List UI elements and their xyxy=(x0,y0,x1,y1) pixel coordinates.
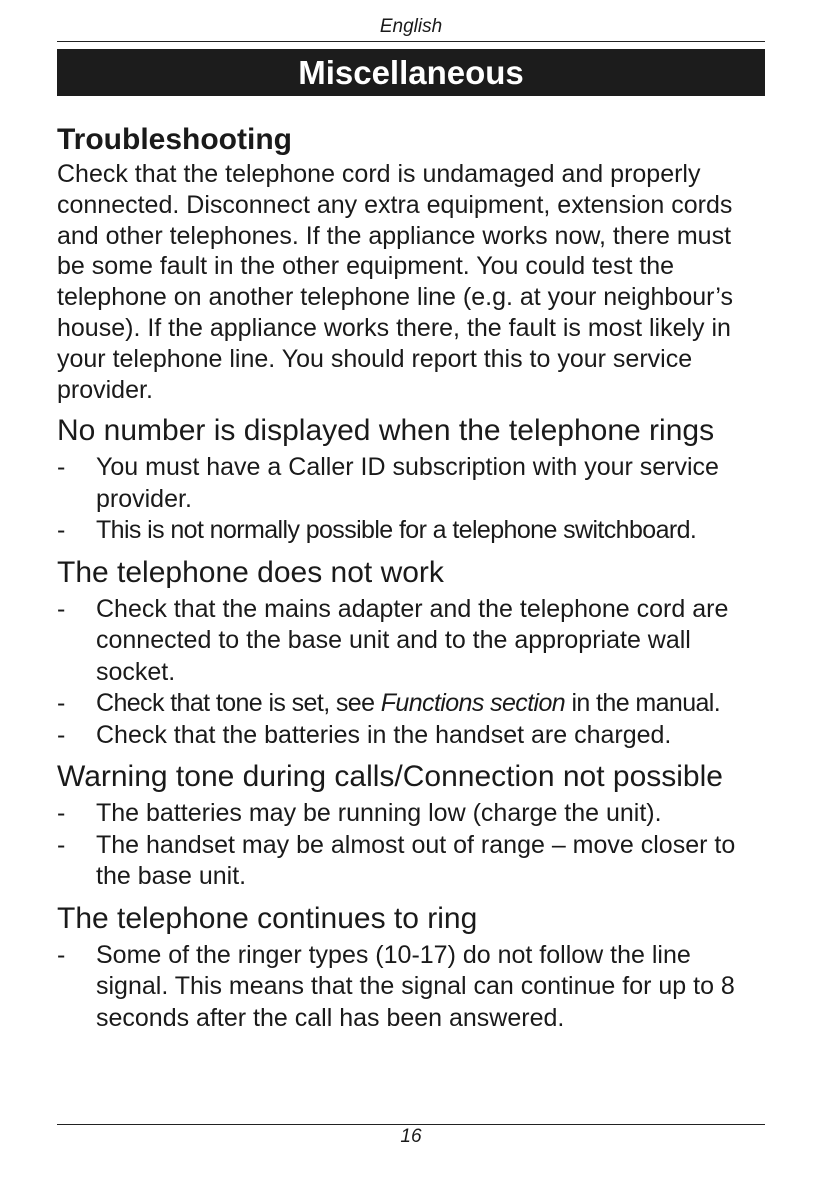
list-not-work xyxy=(57,594,765,752)
bullet-dash: - xyxy=(57,594,66,623)
footer-rule xyxy=(57,1124,765,1125)
language-label: English xyxy=(379,16,443,37)
bullet-dash: - xyxy=(57,940,66,969)
functions-section-reference: Functions section xyxy=(380,689,566,718)
list-item: - This is not normally possible for a telephone switchboard. xyxy=(57,515,765,547)
list-item: - Check that the mains adapter and the telephone cord are connected to the base unit and to the appropriate wall socket. xyxy=(57,594,729,686)
bullet-dash: - xyxy=(57,689,65,718)
list-item: - The handset may be almost out of range – move closer to the base unit. xyxy=(57,830,736,891)
bullet-dash: - xyxy=(57,830,66,859)
list-warning-tone xyxy=(57,798,765,893)
bullet-dash: - xyxy=(57,516,65,545)
section-heading-not-work: The telephone does not work xyxy=(57,555,444,589)
header-rule xyxy=(57,41,765,42)
section-heading-no-number: No number is displayed when the telephone rings xyxy=(57,414,715,448)
list-item: - Check that the batteries in the handset are charged. xyxy=(57,720,765,752)
list-item: - The batteries may be running low (charge the unit). xyxy=(57,798,765,830)
section-heading-warning-tone: Warning tone during calls/Connection not possible xyxy=(57,760,723,794)
page-number: 16 xyxy=(400,1126,422,1147)
list-no-number xyxy=(57,452,765,547)
list-item: - Some of the ringer types (10-17) do not follow the line signal. This means that the signal can continue for up to 8 seconds after the call has been answered. xyxy=(57,940,735,1032)
troubleshooting-heading: Troubleshooting xyxy=(57,123,292,156)
list-item: - Check that tone is set, see Functions section in the manual. xyxy=(57,688,765,720)
troubleshooting-paragraph: Check that the telephone cord is undamaged and properly connected. Disconnect any extra equipment, extension cords and other telephones. If the appliance works now, there must be some fault in the other equipment. You could test the telephone on another telephone line (e.g. at your neighbour’s house). If the appliance works there, the fault is most likely in your telephone line. You should report this to your service provider. xyxy=(57,160,733,404)
bullet-dash: - xyxy=(57,720,66,749)
content xyxy=(57,121,765,1034)
bullet-dash: - xyxy=(57,799,66,828)
bullet-dash: - xyxy=(57,453,66,482)
section-heading-continues-ring: The telephone continues to ring xyxy=(57,901,478,935)
list-continues-ring xyxy=(57,940,765,1035)
section-banner: Miscellaneous xyxy=(57,49,765,96)
list-item: - You must have a Caller ID subscription with your service provider. xyxy=(57,453,719,513)
